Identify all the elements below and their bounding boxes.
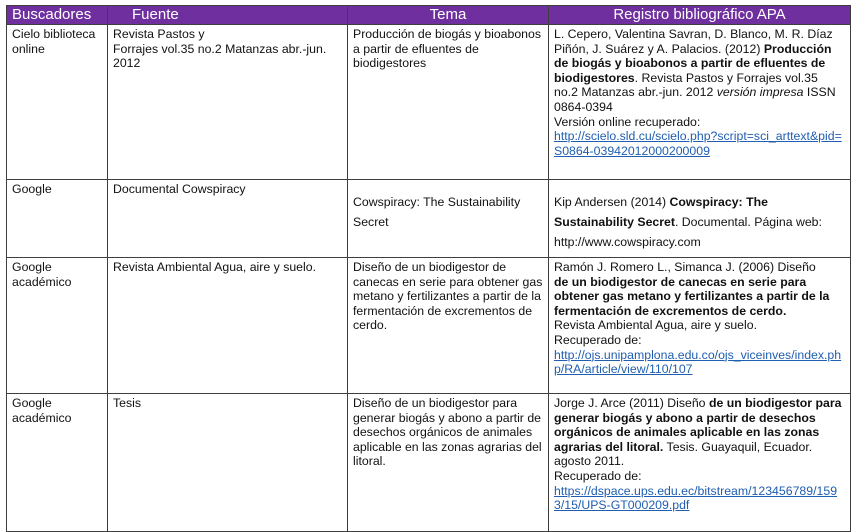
cell-buscador: Google: [7, 180, 108, 258]
cell-fuente: Documental Cowspiracy: [108, 180, 348, 258]
cell-buscador: Google académico: [7, 258, 108, 394]
header-row: [7, 6, 851, 25]
ref-title: de un biodigestor para generar biogás y abono a partir de desechos orgánicos de animales aplicable en las zonas agrarias del litoral.: [554, 396, 842, 454]
fuente-line: Revista Pastos y: [113, 27, 205, 41]
table-row: [7, 258, 851, 394]
cell-tema: Producción de biogás y bioabonos a partir de efluentes de biodigestores: [348, 25, 549, 180]
ref-online: Versión online recuperado:: [554, 114, 701, 129]
fuente-line: Forrajes vol.35 no.2 Matanzas abr.-jun. 2012: [113, 41, 327, 71]
cell-fuente: Tesis: [108, 394, 348, 532]
ref-rest: Tesis. Guayaquil, Ecuador. agosto 2011.: [554, 439, 813, 469]
cell-registro: [549, 25, 851, 180]
ref-recovered: Recuperado de:: [554, 468, 642, 483]
ref-rest: . Documental. Página web: http://www.cowspiracy.com: [554, 215, 822, 249]
ref-recovered: Recuperado de:: [554, 332, 642, 347]
header-fuente: Fuente: [108, 6, 348, 25]
cell-fuente: [108, 25, 348, 180]
ref-title: Producción de biogás y bioabonos a partir de efluentes de biodigestores: [554, 41, 832, 85]
ref-authors: Kip Andersen (2014): [554, 195, 670, 209]
ref-block: [554, 192, 845, 252]
header-registro: Registro bibliográfico APA: [549, 6, 851, 25]
header-tema: Tema: [348, 6, 549, 25]
table-row: [7, 25, 851, 180]
table-row: [7, 180, 851, 258]
ref-authors: L. Cepero, Valentina Savran, D. Blanco, M. R. Díaz Piñón, J. Suárez y A. Palacios. (2012): [554, 27, 833, 56]
ref-link[interactable]: https://dspace.ups.edu.ec/bitstream/123456789/1593/15/UPS-GT000209.pdf: [554, 483, 838, 513]
cell-registro: [549, 394, 851, 532]
cell-buscador: Cielo biblioteca online: [7, 25, 108, 180]
cell-fuente: Revista Ambiental Agua, aire y suelo.: [108, 258, 348, 394]
ref-title: Cowspiracy: The Sustainability Secret: [554, 195, 768, 229]
ref-issn: ISSN 0864-0394: [554, 85, 836, 114]
table-row: [7, 394, 851, 532]
cell-registro: [549, 258, 851, 394]
ref-link[interactable]: http://scielo.sld.cu/scielo.php?script=sci_arttext&pid=S0864-03942012000200009: [554, 129, 842, 158]
ref-authors: Ramón J. Romero L., Simanca J. (2006) Diseño: [554, 260, 816, 274]
ref-authors: Jorge J. Arce (2011) Diseño: [554, 396, 709, 410]
tema-text: Cowspiracy: The Sustainability Secret: [353, 195, 521, 229]
bibliography-table: [6, 5, 851, 532]
ref-journal: . Revista Pastos y Forrajes vol.35 no.2 Matanzas abr.-jun. 2012: [554, 70, 818, 100]
cell-tema: Diseño de un biodigestor de canecas en serie para obtener gas metano y fertilizantes a partir de la fermentación de excrementos de cerdo.: [348, 258, 549, 394]
cell-registro: [549, 180, 851, 258]
header-buscadores: Buscadores: [7, 6, 108, 25]
cell-buscador: Google académico: [7, 394, 108, 532]
ref-title: de un biodigestor de canecas en serie para obtener gas metano y fertilizantes a partir de la fermentación de excrementos de cerdo.: [554, 274, 830, 318]
ref-journal: Revista Ambiental Agua, aire y suelo.: [554, 318, 758, 333]
ref-link[interactable]: http://ojs.unipamplona.edu.co/ojs_viceinves/index.php/RA/article/view/110/107: [554, 347, 842, 377]
cell-tema: [348, 180, 549, 258]
cell-tema: Diseño de un biodigestor para generar biogás y abono a partir de desechos orgánicos de animales aplicable en las zonas agrarias del litoral.: [348, 394, 549, 532]
ref-version: versión impresa: [716, 85, 804, 100]
